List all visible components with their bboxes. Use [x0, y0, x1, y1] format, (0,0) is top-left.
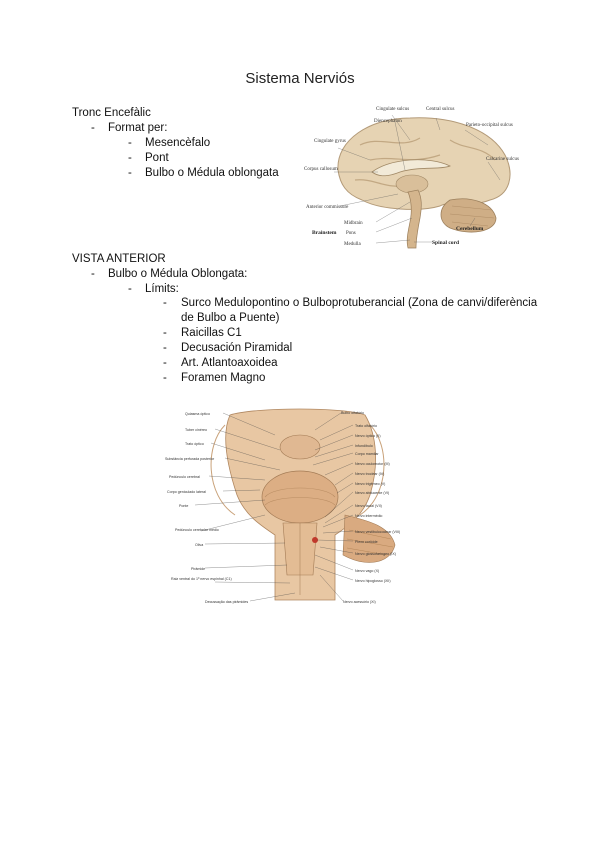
- page-title: Sistema Nerviós: [245, 70, 355, 87]
- label-left: Raiz ventral do 1º nervo espinhal (C1): [171, 577, 232, 581]
- section1-item: Format per:: [108, 122, 168, 134]
- limit-item-continued: de Bulbo a Puente): [181, 312, 280, 324]
- label-right: Nervo glossofaríngeo (IX): [355, 552, 396, 556]
- optic-chiasm-shape: [280, 435, 320, 459]
- label-spinal-cord: Spinal cord: [432, 240, 460, 246]
- bullet-dash: -: [163, 342, 167, 354]
- section2-item: Bulbo o Médula Oblongata:: [108, 268, 248, 280]
- label-left: Pirâmide: [191, 567, 206, 571]
- label-corpus-callosum: Corpus callosum: [304, 167, 338, 172]
- label-right: Nervo oculomotor (III): [355, 462, 390, 466]
- label-right: Corpo mamilar: [355, 452, 379, 456]
- label-left: Quiasma óptico: [185, 412, 210, 416]
- bullet-dash: -: [128, 283, 132, 295]
- section2-subitem: Límits:: [145, 283, 179, 295]
- bullet-dash: -: [163, 297, 167, 309]
- label-diencephalon: Diencephalon: [374, 119, 402, 124]
- label-right: Nervo intermédio: [355, 514, 383, 518]
- label-right: Nervo óptico (II): [355, 434, 381, 438]
- section2-heading: VISTA ANTERIOR: [72, 253, 166, 265]
- bullet-dash: -: [91, 268, 95, 280]
- label-right: Nervo abducente (VI): [355, 491, 390, 495]
- limit-item: Surco Medulopontino o Bulboprotuberancial (Zona de canvi/diferència: [181, 297, 538, 309]
- label-midbrain: Midbrain: [344, 221, 363, 226]
- label-right: Nervo acessório (XI): [343, 600, 376, 604]
- label-left: Pedúnculo cerebral: [169, 475, 200, 479]
- label-brainstem: Brainstem: [312, 230, 337, 236]
- label-pons: Pons: [346, 231, 356, 236]
- bullet-dash: -: [163, 327, 167, 339]
- label-right: Nervo hipoglosso (XII): [355, 579, 391, 583]
- bullet-dash: -: [163, 357, 167, 369]
- label-right: Trato olfatório: [355, 424, 378, 428]
- label-parieto-occipital: Parieto-occipital sulcus: [466, 123, 513, 128]
- label-left: Substância perfurada posterior: [165, 457, 215, 461]
- label-right: Nervo trigêmeo (V): [355, 482, 386, 486]
- bullet-dash: -: [128, 137, 132, 149]
- label-cerebellum: Cerebellum: [456, 226, 484, 232]
- label-right: Nervo facial (VII): [355, 504, 382, 508]
- limit-item: Decusación Piramidal: [181, 342, 293, 354]
- label-right: Nervo vestibulococlear (VIII): [355, 530, 401, 534]
- pons-shape: [262, 471, 338, 523]
- label-left: Corpo geniculado lateral: [167, 490, 206, 494]
- section1-subitem: Bulbo o Médula oblongata: [145, 167, 279, 179]
- section1-subitem: Mesencèfalo: [145, 137, 211, 149]
- label-left: Trato óptico: [185, 442, 204, 446]
- brain-sagittal-figure: [300, 100, 532, 250]
- bullet-dash: -: [91, 122, 95, 134]
- label-left: Decussação das pirâmides: [205, 600, 249, 604]
- label-medulla: Medulla: [344, 242, 361, 247]
- label-left: Ponte: [179, 504, 189, 508]
- limit-item: Art. Atlantoaxoidea: [181, 357, 278, 369]
- label-left: Pedúnculo cerebelar médio: [175, 528, 219, 532]
- label-central-sulcus: Central sulcus: [426, 107, 455, 112]
- label-anterior-commissure: Anterior commissure: [306, 205, 349, 210]
- section1-heading: Tronc Encefàlic: [72, 107, 151, 119]
- limit-item: Foramen Magno: [181, 372, 266, 384]
- section1-subitem: Pont: [145, 152, 169, 164]
- bullet-dash: -: [128, 167, 132, 179]
- label-right: Nervo troclear (IV): [355, 472, 385, 476]
- label-calcarine: Calcarine sulcus: [486, 157, 519, 162]
- diencephalon-shape: [396, 175, 428, 193]
- limit-item: Raicillas C1: [181, 327, 242, 339]
- label-left: Oliva: [195, 543, 204, 547]
- label-right: Nervo vago (X): [355, 569, 380, 573]
- brainstem-anterior-figure: [165, 405, 430, 610]
- label-cingulate-sulcus: Cingulate sulcus: [376, 107, 410, 112]
- bullet-dash: -: [163, 372, 167, 384]
- label-right: Infundíbulo: [355, 444, 373, 448]
- label-cingulate-gyrus: Cingulate gyrus: [314, 139, 346, 144]
- label-left: Tuber cinéreo: [185, 428, 208, 432]
- label-right: Plexo corióide: [355, 540, 378, 544]
- label-right: Bulbo olfatório: [341, 411, 364, 415]
- bullet-dash: -: [128, 152, 132, 164]
